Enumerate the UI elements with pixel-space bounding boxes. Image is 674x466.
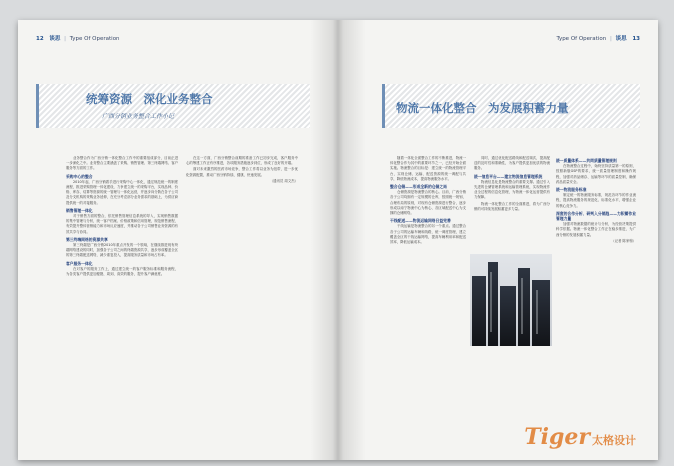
left-article-subtitle: 广西分销业务整合工作小记 (102, 113, 175, 120)
left-column-2 (186, 156, 298, 228)
right-section-label: 谈思 (615, 36, 627, 42)
left-title-block (36, 84, 310, 128)
body-paragraph: 加强对物流数据的统计与分析，为经营决策提供科学依据。物流一体化整合工作正在稳步推进，为广西分销的发展积蓄力量。 (556, 222, 636, 237)
body-paragraph: 对于销售方面的整合，依托销售管理信息系统的导入，实现销售数据的集中管理与分析，统一客户档案、价格政策和信用管理，规范销售流程，有效提升整体营销能力和市场反应速度，并推动各子公司销售业务资源的有效共享与协同。 (66, 214, 178, 234)
section-heading: 统一物流服务标准 (556, 187, 587, 193)
byline: （通讯员 周文杰） (269, 178, 298, 183)
body-paragraph: 第三终端是广西分销2010年重点开发的一个领域，在继续推进现有终端网络建设的同时，加强各子公司之间的终端资源共享，逐步形成覆盖全区的第三终端配送网络，减少重复投入，提高服务质量和市场占有率。 (66, 243, 178, 258)
right-column-2 (474, 156, 550, 248)
right-column-1 (390, 156, 466, 344)
body-paragraph: 物流一体化整合工作的全面推进，将为广西分销的可持续发展积蓄更多力量。 (474, 201, 550, 211)
section-heading: 整合仓储——形成全新的仓储之局 (390, 184, 447, 190)
body-paragraph: 在对客户的服务工作上，通过建立统一的客户服务标准和服务流程，为各类客户提供更加便捷、周到、高效的服务，提升客户满意度。 (66, 266, 178, 277)
right-page-number: 13 (632, 36, 640, 42)
body-paragraph: 在这一方面，广西分销整合前期的准备工作已初步完成，客户服务中心的筹建工作正有序推进，各项服务措施逐步到位，形成了良好的开端。 (186, 156, 298, 166)
city-skyline-photo (470, 254, 552, 346)
section-heading: 统一信息平台——建立物流信息管理系统 (474, 173, 543, 179)
magazine-spread (18, 20, 658, 460)
body-paragraph: 干线运输是物流整合的另一个重点。通过整合各子公司的运输车辆和线路，统一调度管理，建立覆盖全区的干线运输网络，提高车辆利用率和配送效率，降低运输成本。 (390, 224, 466, 245)
right-page (338, 20, 658, 460)
left-article-title: 统筹资源 深化业务整合 (86, 92, 213, 106)
byline: （记者 陈家驹） (611, 238, 636, 243)
watermark-text-cn: 太格设计 (592, 434, 636, 447)
right-header-title: Type Of Operation (556, 36, 607, 42)
body-paragraph: 同时，通过优化配送路线和配送频次，提高配送的及时性和准确性，为客户提供更加优质的物流服务。 (474, 156, 550, 171)
section-heading: 采购中心的整合 (66, 173, 93, 179)
section-heading: 客户服务一体化 (66, 260, 93, 266)
section-heading: 统一质量体系——共同质量管理规则 (556, 158, 617, 163)
body-paragraph: 仓储资源是物流整合的核心。目前，广西分销各子公司均拥有一定规模的仓库，按照统一规划、合理布局的原则，对现有仓储资源进行整合，逐步形成以南宁物流中心为核心、各区域配送中心为支撑的仓储网络。 (390, 190, 466, 216)
right-article-title: 物流一体化整合 为发展积蓄力量 (396, 101, 569, 115)
section-heading: 第三终端网络的资源共享 (66, 236, 108, 242)
right-running-header: Type Of Operation | 谈思 13 (556, 36, 640, 42)
left-column-1 (66, 156, 178, 454)
section-heading: 深度的合作分析、研判入分销趋——力积蓄作业管理力量 (556, 210, 636, 222)
body-paragraph: 面对未来激烈的医药市场竞争，整合工作将以业务为纽带，进一步优化资源配置，推动广西分销持续、健康、快速发展。 (186, 167, 298, 177)
right-column-3 (556, 156, 636, 446)
left-section-label: 谈思 (49, 36, 61, 42)
body-paragraph: 2010年起，广西分销着手进行采购中心一体化，通过规范统一的制度流程，推进采购管理一体化建设，力争建立统一的采购平台，实现品种、价格、库存、结算等资源的统一管理与一体化运营，并逐步向分散在各子公司及分支机构的采购业务延伸，在充分考虑部分业务需求的基础上，为供应商提供统一的对接服务。 (66, 179, 178, 205)
section-heading: 销售管理一体化 (66, 207, 93, 213)
watermark-text-en: Tiger (524, 424, 590, 450)
body-paragraph: 物流信息化是物流整合的重要支撑。通过引入先进的仓储管理系统和运输管理系统，实现物流作业全过程的信息化管理，为物流一体化运营提供有力保障。 (474, 179, 550, 200)
left-running-header: 12 谈思 | Type Of Operation (36, 36, 120, 42)
body-paragraph: 业务整合作为广西分销一体化整合工作中的重要组成部分，目前正进一步深化之中。业务整合主要涵盖了采购、销售管理、第三终端网络、客户服务等方面的工作。 (66, 156, 178, 171)
left-header-title: Type Of Operation (69, 36, 120, 42)
right-title-block (382, 84, 640, 128)
body-paragraph: 在物流整合过程中，始终坚持质量第一的原则，按照新版GSP的要求，统一质量管理制度和操作规程，加强对药品储存、运输等环节的质量控制，确保药品质量安全。 (556, 164, 636, 184)
tiger-design-watermark (524, 424, 636, 450)
left-page (18, 20, 338, 460)
body-paragraph: 制定统一的物流服务标准，规范各环节的作业流程，提高物流服务的规范化、标准化水平，增强企业的核心竞争力。 (556, 193, 636, 208)
left-page-number: 12 (36, 36, 44, 42)
spine-gutter-shadow (310, 20, 366, 460)
body-paragraph: 随着一体化全面整合工作的不断推进，物流一体化整合作为其中的重要环节之一，已经开始全面实施。物流整合的目标是：建立统一的物流管理平台，实现仓储、运输、配送资源的统一调配与共享，降低物流成本，提高物流服务水平。 (390, 156, 466, 181)
section-heading: 干线配送——物流运输网络日益完善 (390, 218, 451, 224)
